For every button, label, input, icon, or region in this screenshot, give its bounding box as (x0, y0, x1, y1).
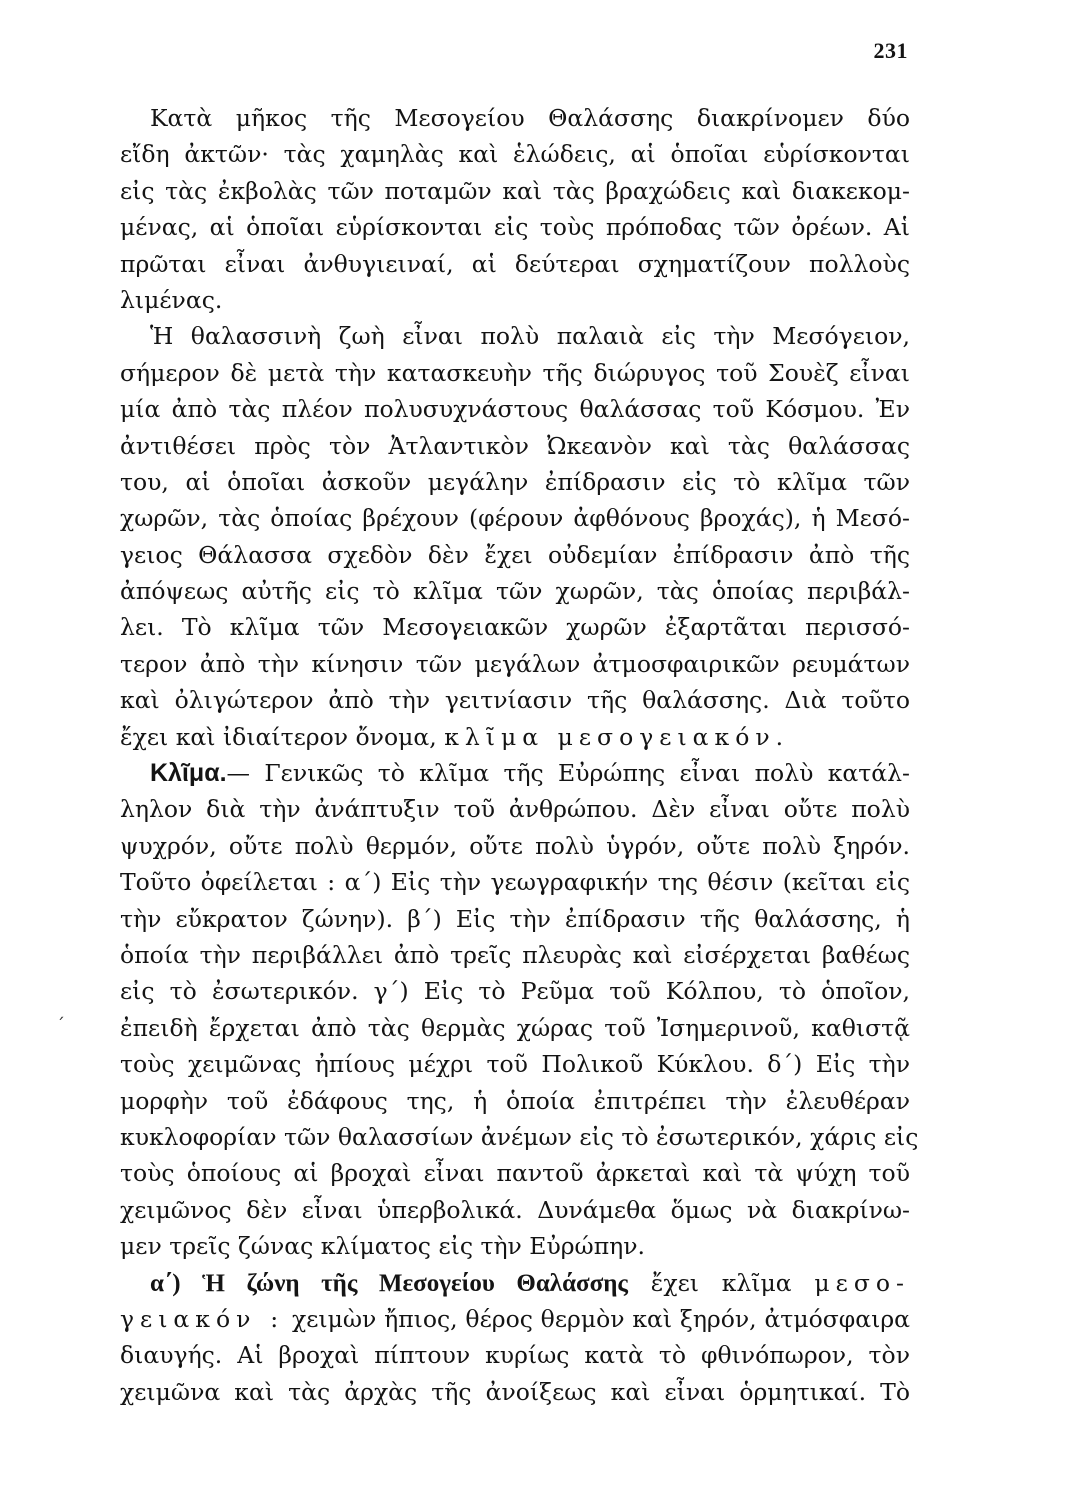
text-line: Κατὰ μῆκος τῆς Μεσογείου Θαλάσσης διακρίνομεν δύο (150, 104, 910, 132)
text-line: καὶ ὀλιγώτερον ἀπὸ τὴν γειτνίασιν τῆς θαλάσσης. Διὰ τοῦτο (120, 686, 910, 715)
text-line: πρῶται εἶναι ἀνθυγιειναί, αἱ δεύτεραι σχηματίζουν πολλοὺς (120, 249, 910, 278)
section-heading-climate: Κλῖμα. (150, 759, 227, 788)
text-line: ἐπειδὴ ἔρχεται ἀπὸ τὰς θερμὰς χώρας τοῦ Ἰσημερινοῦ, καθιστᾷ (120, 1013, 910, 1042)
text-line: μία ἀπὸ τὰς πλέον πολυσυχνάστους θαλάσσας τοῦ Κόσμου. Ἐν (120, 395, 910, 424)
text-line: ψυχρόν, οὔτε πολὺ θερμόν, οὔτε πολὺ ὑγρόν, οὔτε πολὺ ξηρόν. (120, 831, 910, 860)
text-line (120, 755, 910, 791)
margin-mark: ´ (56, 1015, 65, 1036)
emphasis-geiakon: γειακόν : (120, 1304, 285, 1333)
text-line (120, 719, 910, 755)
text-line-segment: χειμὼν ἤπιος, θέρος θερμὸν καὶ ξηρόν, ἀτμόσφαιρα (291, 1304, 910, 1333)
text-line: εἰς τὸ ἐσωτερικόν. γ΄) Εἰς τὸ Ρεῦμα τοῦ Κόλπου, τὸ ὁποῖον, (120, 977, 910, 1006)
text-line: τερον ἀπὸ τὴν κίνησιν τῶν μεγάλων ἀτμοσφαιρικῶν ρευμάτων (120, 649, 910, 678)
page-number: 231 (873, 38, 908, 63)
text-line: τὴν εὔκρατον ζώνην). β΄) Εἰς τὴν ἐπίδρασιν τῆς θαλάσσης, ἡ (120, 904, 910, 933)
text-line: τοὺς ὁποίους αἱ βροχαὶ εἶναι παντοῦ ἀρκεταὶ καὶ τὰ ψύχη τοῦ (120, 1159, 910, 1188)
text-line: ἀντιθέσει πρὸς τὸν Ἀτλαντικὸν Ὠκεανὸν καὶ τὰς θαλάσσας (120, 431, 910, 460)
emphasis-meso: μεσο- (814, 1268, 910, 1297)
text-line: ληλον διὰ τὴν ἀνάπτυξιν τοῦ ἀνθρώπου. Δὲν εἶναι οὔτε πολὺ (120, 795, 910, 824)
text-line (120, 1265, 910, 1301)
text-line: γειος Θάλασσα σχεδὸν δὲν ἔχει οὐδεμίαν ἐπίδρασιν ἀπὸ τῆς (120, 540, 910, 569)
text-line: λει. Τὸ κλῖμα τῶν Μεσογειακῶν χωρῶν ἐξαρτᾶται περισσό- (120, 613, 910, 642)
text-line: κυκλοφορίαν τῶν θαλασσίων ἀνέμων εἰς τὸ ἐσωτερικόν, χάρις εἰς (120, 1122, 919, 1151)
text-line: χωρῶν, τὰς ὁποίας βρέχουν (φέρουν ἀφθόνους βροχάς), ἡ Μεσό- (120, 504, 910, 533)
text-line: σήμερον δὲ μετὰ τὴν κατασκευὴν τῆς διώρυγος τοῦ Σουὲζ εἶναι (120, 358, 910, 387)
text-line (120, 1301, 910, 1337)
text-line: μορφὴν τοῦ ἐδάφους της, ἡ ὁποία ἐπιτρέπει τὴν ἐλευθέραν (120, 1086, 910, 1115)
text-line: ὁποία τὴν περιβάλλει ἀπὸ τρεῖς πλευρὰς καὶ εἰσέρχεται βαθέως (120, 940, 910, 969)
text-line: χειμῶνος δὲν εἶναι ὑπερβολικά. Δυνάμεθα ὅμως νὰ διακρίνω- (120, 1195, 910, 1224)
text-line: εἴδη ἀκτῶν· τὰς χαμηλὰς καὶ ἑλώδεις, αἱ ὁποῖαι εὑρίσκονται (120, 140, 910, 169)
emphasis-mediterranean-climate: κλῖμα μεσογειακόν. (444, 722, 790, 751)
text-line: λιμένας. (120, 285, 223, 314)
text-line-segment: Γενικῶς τὸ κλῖμα τῆς Εὐρώπης εἶναι πολὺ κατάλ- (264, 759, 910, 788)
text-line: τοὺς χειμῶνας ἠπίους μέχρι τοῦ Πολικοῦ Κύκλου. δ΄) Εἰς τὴν (120, 1050, 910, 1079)
text-line: Ἡ θαλασσινὴ ζωὴ εἶναι πολὺ παλαιὰ εἰς τὴν Μεσόγειον, (150, 322, 910, 351)
text-line: του, αἱ ὁποῖαι ἀσκοῦν μεγάλην ἐπίδρασιν εἰς τὸ κλῖμα τῶν (120, 467, 910, 496)
text-line: χειμῶνα καὶ τὰς ἀρχὰς τῆς ἀνοίξεως καὶ εἶναι ὁρμητικαί. Τὸ (120, 1377, 910, 1406)
heading-dash: — (226, 759, 251, 788)
text-line: εἰς τὰς ἐκβολὰς τῶν ποταμῶν καὶ τὰς βραχώδεις καὶ διακεκομ- (120, 176, 910, 205)
text-line: μένας, αἱ ὁποῖαι εὑρίσκονται εἰς τοὺς πρόποδας τῶν ὀρέων. Αἱ (120, 213, 910, 242)
text-line-segment: ἔχει κλῖμα (650, 1268, 792, 1297)
text-line: διαυγής. Αἱ βροχαὶ πίπτουν κυρίως κατὰ τὸ φθινόπωρον, τὸν (120, 1341, 910, 1370)
zone-heading-mediterranean: α΄) Ἡ ζώνη τῆς Μεσογείου Θαλάσσης (150, 1269, 628, 1297)
text-line: ἀπόψεως αὐτῆς εἰς τὸ κλῖμα τῶν χωρῶν, τὰς ὁποίας περιβάλ- (120, 577, 910, 606)
text-line-segment: ἔχει καὶ ἰδιαίτερον ὄνομα, (120, 722, 437, 751)
text-line: μεν τρεῖς ζώνας κλίματος εἰς τὴν Εὐρώπην. (120, 1232, 645, 1261)
text-line: Τοῦτο ὀφείλεται : α΄) Εἰς τὴν γεωγραφικήν της θέσιν (κεῖται εἰς (120, 868, 910, 897)
body-text (120, 100, 919, 1410)
